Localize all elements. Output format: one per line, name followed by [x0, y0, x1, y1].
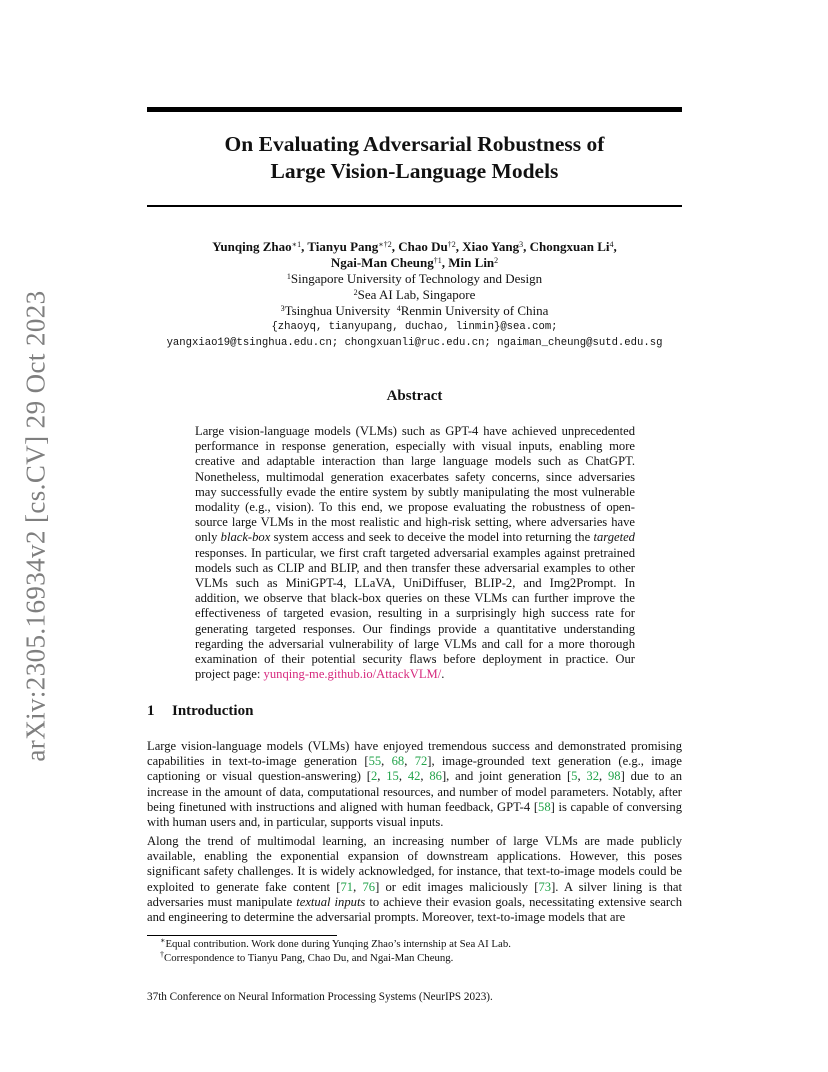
author-name: Chao Du [398, 239, 448, 254]
emphasis-text: black-box [220, 530, 271, 545]
affiliation-name: Sea AI Lab, Singapore [357, 287, 476, 302]
citation-link[interactable]: 42 [407, 769, 421, 784]
title-top-rule [147, 107, 682, 112]
citation-link[interactable]: 2 [370, 769, 378, 784]
citation-link[interactable]: 76 [362, 879, 376, 894]
author-affiliation-mark: †1 [433, 256, 442, 265]
author-affiliation-mark: ∗1 [291, 240, 302, 249]
affiliation-line: $^2$Sea AI Lab, Singapore [353, 287, 476, 302]
author-affiliation-mark: 3 [519, 240, 524, 249]
author-affiliation-mark: 4 [609, 240, 614, 249]
arxiv-identifier-text: arXiv:2305.16934v2 [cs.CV] 29 Oct 2023 [20, 290, 51, 762]
affiliation-name: Tsinghua University [284, 303, 391, 318]
affiliation-line: $^3$Tsinghua University $^4$Renmin University of China [280, 303, 549, 318]
abstract-text: Large vision-language models (VLMs) such as GPT-4 have achieved unprecedented performance in response generation, especially with visual inputs, enabling more creative and adaptable interaction than large language models such as ChatGPT. Nonetheless, multimodal generation exacerbates safety concerns, since adversaries may successfully evade the entire system by subtly manipulating the most vulnerable modality (e.g., vision). To this end, we propose evaluating the robustness of open-source large VLMs in the most realistic and high-risk setting, where adversaries have only black-box system access and seek to deceive the model into returning the targeted responses. In particular, we first craft targeted adversarial examples against pretrained models such as CLIP and BLIP, and then transfer these adversarial examples to other VLMs such as MiniGPT-4, LLaVA, UniDiffuser, BLIP-2, and Img2Prompt. In addition, we observe that black-box queries on these VLMs can further improve the effectiveness of targeted evasion, resulting in a surprisingly high success rate for generating targeted responses. Our findings provide a quantitative understanding regarding the adversarial vulnerability of large VLMs and call for a more thorough examination of their potential security flaws before deployment in practice. Our project page: yunqing-me.github.io/AttackVLM/. [195, 424, 635, 682]
author-name: Tianyu Pang [307, 239, 379, 254]
author-affiliation-mark: †2 [447, 240, 456, 249]
section-title: Introduction [172, 703, 254, 719]
citation-link[interactable]: 71 [340, 879, 354, 894]
section-number: 1 [147, 703, 155, 719]
author-names-line-1: Yunqing Zhao$^{∗1}$, Tianyu Pang$^{∗\dagger 2}$, Chao Du$^{\dagger 2}$, Xiao Yang$^3$, Chongxuan Li$^4$, [212, 239, 617, 254]
citation-link[interactable]: 73 [538, 879, 552, 894]
author-name: Yunqing Zhao [212, 239, 292, 254]
title-bottom-rule [147, 205, 682, 207]
footnote-equal-contribution: ∗Equal contribution. Work done during Yunqing Zhao’s internship at Sea AI Lab. [160, 936, 511, 950]
footnote-correspondence: †Correspondence to Tianyu Pang, Chao Du, and Ngai-Man Cheung. [160, 950, 454, 964]
intro-paragraph-1: Large vision-language models (VLMs) have enjoyed tremendous success and demonstrated promising capabilities in text-to-image generation [55, 68, 72], image-grounded text generation (e.g., image captioning or visual question-answering) [2, 15, 42, 86], and joint generation [5, 32, 98] due to an increase in the amount of data, computational resources, and number of model parameters. Notably, after being finetuned with instructions and aligned with human feedback, GPT-4 [58] is capable of conversing with human users and, in particular, supports visual inputs. [147, 739, 683, 830]
footnote-mark: † [160, 950, 164, 959]
emphasis-text: targeted [593, 530, 635, 545]
email-line-2: yangxiao19@tsinghua.edu.cn; chongxuanli@ruc.edu.cn; ngaiman_cheung@sutd.edu.sg [166, 337, 663, 349]
emphasis-text: textual inputs [296, 894, 366, 909]
affiliation-line: $^1$Singapore University of Technology and Design [286, 271, 543, 286]
citation-link[interactable]: 98 [607, 769, 621, 784]
intro-paragraph-2: Along the trend of multimodal learning, an increasing number of large VLMs are made publicly available, enabling the exponential expansion of downstream applications. However, this poses significant safety challenges. It is widely acknowledged, for instance, that text-to-image models could be exploited to generate fake content [71, 76] or edit images maliciously [73]. A silver lining is that adversaries must manipulate textual inputs to achieve their evasion goals, necessitating extensive search and engineering to determine the adversarial prompts. Moreover, text-to-image models that are [147, 834, 682, 925]
author-name: Ngai-Man Cheung [330, 255, 434, 270]
citation-link[interactable]: 32 [586, 769, 600, 784]
affiliation-name: Renmin University of China [400, 303, 549, 318]
footnote-separator [147, 935, 337, 936]
citation-link[interactable]: 15 [386, 769, 399, 784]
paper-title [147, 131, 682, 185]
citation-link[interactable]: 5 [571, 769, 578, 784]
abstract-heading: Abstract [386, 388, 443, 404]
project-page-link[interactable]: yunqing-me.github.io/AttackVLM/ [263, 667, 442, 682]
author-names-line-2: Ngai-Man Cheung$^{\dagger 1}$, Min Lin$^2$ [330, 255, 499, 270]
citation-link[interactable]: 86 [429, 769, 442, 784]
conference-notice: 37th Conference on Neural Information Processing Systems (NeurIPS 2023). [147, 991, 493, 1003]
paper-title-line-1: On Evaluating Adversarial Robustness of [224, 132, 605, 156]
author-affiliation-mark: ∗†2 [378, 240, 392, 249]
author-block [147, 239, 682, 351]
footnotes [160, 937, 680, 965]
author-name: Chongxuan Li [529, 239, 610, 254]
author-name: Min Lin [448, 255, 495, 270]
affiliation-name: Singapore University of Technology and Design [290, 271, 543, 286]
citation-link[interactable]: 68 [391, 754, 405, 769]
footnote-mark: ∗ [160, 936, 166, 945]
author-affiliation-mark: 2 [494, 256, 499, 265]
section-heading-introduction [147, 703, 253, 720]
email-line-1: {zhaoyq, tianyupang, duchao, linmin}@sea.com; [271, 321, 558, 333]
author-name: Xiao Yang [462, 239, 520, 254]
citation-link[interactable]: 58 [538, 799, 551, 814]
paper-title-line-2: Large Vision-Language Models [270, 159, 559, 183]
citation-link[interactable]: 72 [414, 754, 428, 769]
citation-link[interactable]: 55 [368, 754, 382, 769]
